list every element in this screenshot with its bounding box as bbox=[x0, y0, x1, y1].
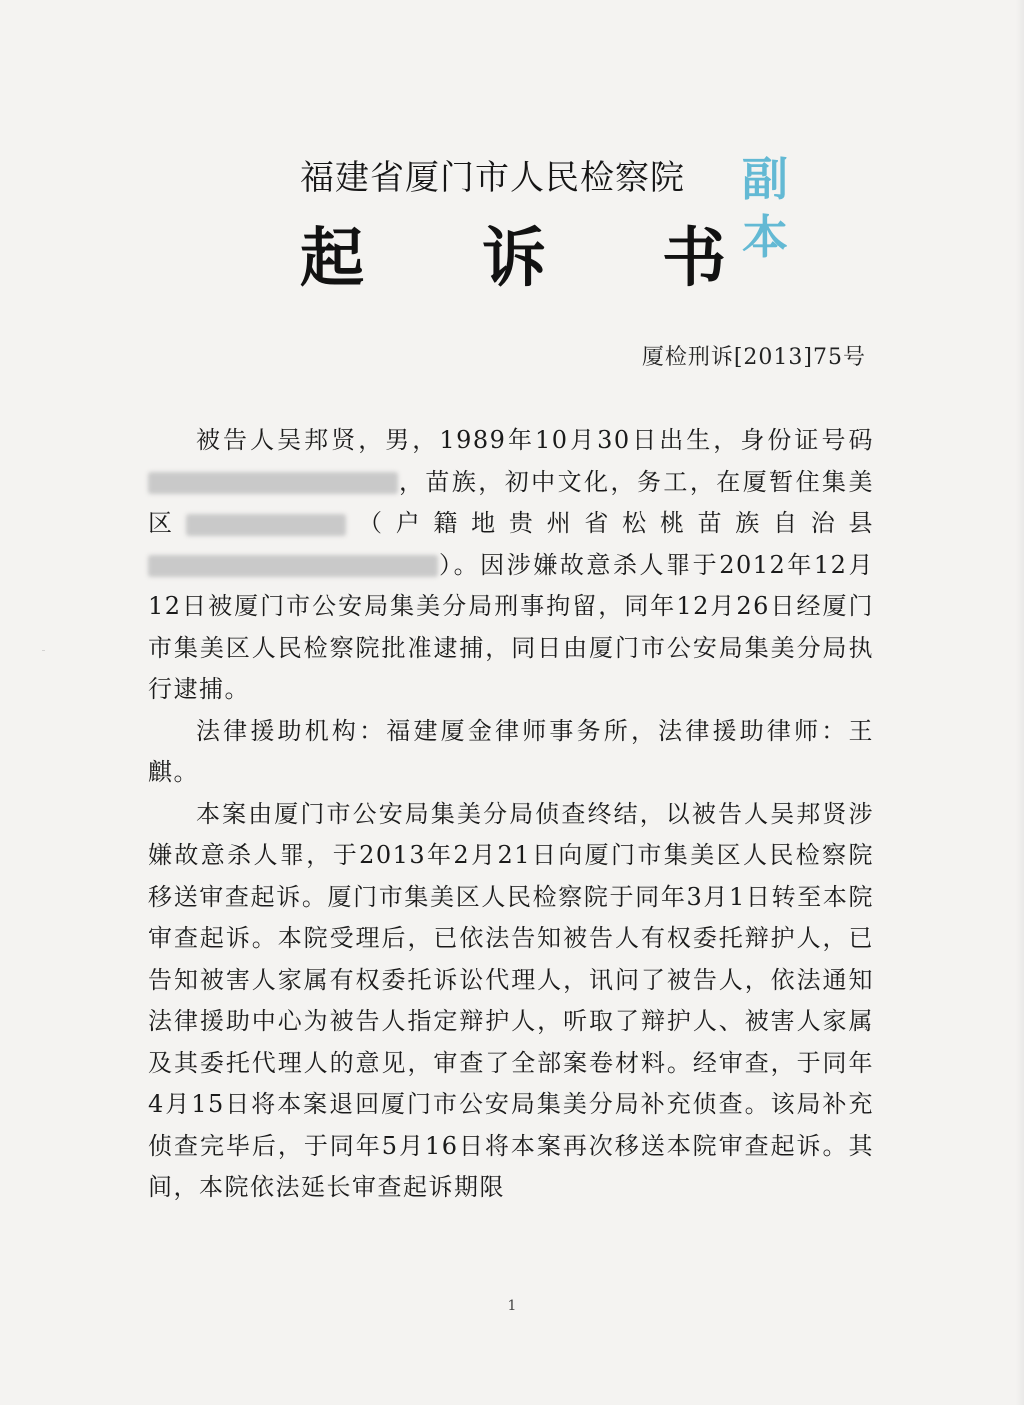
scan-speck bbox=[42, 650, 45, 651]
scan-edge-shadow bbox=[1016, 0, 1024, 1405]
paragraph-legal-aid: 法律援助机构：福建厦金律师事务所，法律援助律师：王麒。 bbox=[148, 716, 874, 786]
redacted-hukou bbox=[148, 555, 438, 577]
copy-stamp bbox=[735, 150, 795, 266]
defendant-text-b: ，苗族，初中文化，务工，在厦暂住集美区 bbox=[148, 467, 874, 537]
defendant-text-d: ）。因涉嫌故意杀人罪于2012年12月12日被厦门市公安局集美分局刑事拘留，同年12月26日经厦门市集美区人民检察院批准逮捕，同日由厦门市公安局集美分局执行逮捕。 bbox=[148, 550, 874, 703]
defendant-text-c: （户籍地贵州省松桃苗族自治县 bbox=[345, 509, 874, 537]
stamp-char-1: 副 bbox=[742, 152, 788, 206]
paragraph-defendant-info bbox=[148, 420, 874, 711]
redacted-address bbox=[186, 514, 346, 536]
doc-title-char-3: 书 bbox=[662, 222, 726, 296]
document-body bbox=[148, 420, 874, 1209]
doc-title-char-1: 起 bbox=[300, 222, 364, 296]
paragraph-case-history: 本案由厦门市公安局集美分局侦查终结，以被告人吴邦贤涉嫌故意杀人罪，于2013年2月21日向厦门市集美区人民检察院移送审查起诉。厦门市集美区人民检察院于同年3月1日转至本院审查起诉。本院受理后，已依法告知被告人有权委托辩护人，已告知被害人家属有权委托诉讼代理人，讯问了被告人，依法通知法律援助中心为被告人指定辩护人，听取了辩护人、被害人家属及其委托代理人的意见，审查了全部案卷材料。经审查，于同年4月15日将本案退回厦门市公安局集美分局补充侦查。该局补充侦查完毕后，于同年5月16日将本案再次移送本院审查起诉。其间，本院依法延长审查起诉期限 bbox=[148, 799, 874, 1201]
document-number: 厦检刑诉[2013]75号 bbox=[641, 345, 866, 370]
page-number: 1 bbox=[507, 1298, 517, 1314]
org-title: 福建省厦门市人民检察院 bbox=[300, 158, 685, 198]
defendant-text-a: 被告人吴邦贤，男，1989年10月30日出生，身份证号码 bbox=[196, 426, 874, 454]
redacted-id-number bbox=[148, 472, 398, 494]
stamp-char-2: 本 bbox=[742, 210, 788, 264]
doc-title-char-2: 诉 bbox=[482, 222, 546, 296]
